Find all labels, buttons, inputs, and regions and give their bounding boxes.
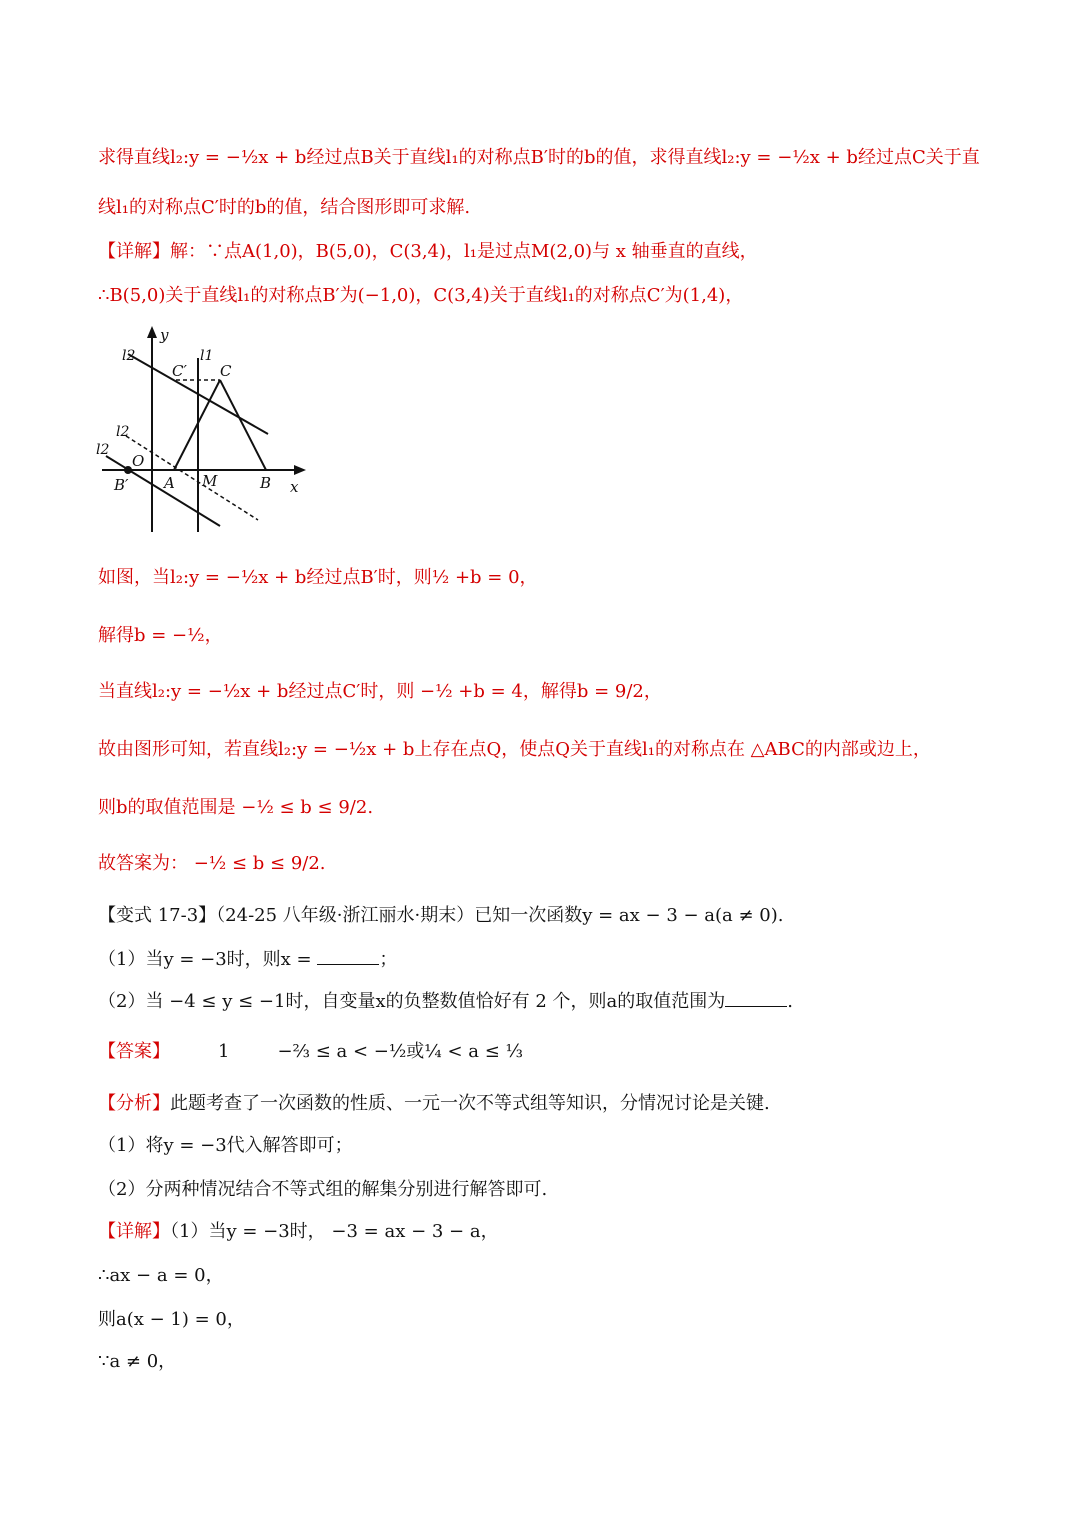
text-line: 则b的取值范围是 −½ ≤ b ≤ 9/2. xyxy=(98,797,374,818)
text-line xyxy=(98,948,1020,972)
point-label-m: M xyxy=(202,472,218,490)
coordinate-figure xyxy=(88,320,318,540)
text-span: 此题考查了一次函数的性质、一元一次不等式组等知识，分情况讨论是关键. xyxy=(170,1093,770,1114)
text-line: 当直线l₂:y = −½x + b经过点C′时，则 −½ +b = 4，解得b = 9/2， xyxy=(98,681,662,702)
text-line xyxy=(98,1220,1020,1244)
section-tag: 【分析】 xyxy=(98,1093,170,1114)
text-span: （1）当y = −3时， −3 = ax − 3 − a， xyxy=(170,1221,499,1242)
text-line: 如图，当l₂:y = −½x + b经过点B′时，则½ +b = 0， xyxy=(98,567,538,588)
text-line xyxy=(98,1040,1020,1064)
text-span: （1）当y = −3时，则x = xyxy=(98,949,312,970)
answer-value: −⅔ ≤ a < −½或¼ < a ≤ ⅓ xyxy=(277,1041,523,1062)
point-label-b: B xyxy=(260,474,272,492)
text-span: ； xyxy=(379,949,398,970)
text-line: ∴ax − a = 0， xyxy=(98,1265,224,1286)
text-line: 则a(x − 1) = 0， xyxy=(98,1309,245,1330)
text-line xyxy=(98,990,1020,1014)
text-line: 故答案为： −½ ≤ b ≤ 9/2. xyxy=(98,853,326,874)
section-tag: 【详解】 xyxy=(98,241,170,262)
line-label-l2: l2 xyxy=(96,442,110,458)
line-label-l1: l1 xyxy=(200,348,214,364)
text-line: 线l₁的对称点C′时的b的值，结合图形即可求解. xyxy=(98,197,471,218)
text-span: . xyxy=(787,991,793,1012)
text-line: 解得b = −½， xyxy=(98,625,223,646)
text-line: ∵a ≠ 0， xyxy=(98,1351,177,1372)
axis-label-x: x xyxy=(290,478,299,496)
line-label-l2: l2 xyxy=(122,348,136,364)
point-label-b-prime: B′ xyxy=(114,476,129,494)
text-line: 故由图形可知，若直线l₂:y = −½x + b上存在点Q，使点Q关于直线l₁的对称点在 △ABC的内部或边上， xyxy=(98,739,931,760)
line-label-l2: l2 xyxy=(116,424,130,440)
answer-value: 1 xyxy=(218,1041,230,1062)
point-label-c: C xyxy=(220,362,232,380)
text-line xyxy=(98,1092,1020,1116)
point-label-c-prime: C′ xyxy=(172,362,187,380)
answer-blank xyxy=(317,948,379,965)
text-span: （2）当 −4 ≤ y ≤ −1时，自变量x的负整数值恰好有 2 个，则a的取值范围为 xyxy=(98,991,726,1012)
text-line: ∴B(5,0)关于直线l₁的对称点B′为(−1,0)，C(3,4)关于直线l₁的对称点C′为(1,4)， xyxy=(98,285,744,306)
text-line: （2）分两种情况结合不等式组的解集分别进行解答即可. xyxy=(98,1179,548,1200)
axis-label-y: y xyxy=(160,326,169,344)
text-line: （1）将y = −3代入解答即可； xyxy=(98,1135,353,1156)
point-label-o: O xyxy=(132,452,145,470)
text-line: 【变式 17-3】（24-25 八年级·浙江丽水·期末）已知一次函数y = ax − 3 − a(a ≠ 0). xyxy=(98,905,784,926)
answer-blank xyxy=(725,990,787,1007)
text-line xyxy=(98,240,1020,264)
text-line: 求得直线l₂:y = −½x + b经过点B关于直线l₁的对称点B′时的b的值，求得直线l₂:y = −½x + b经过点C关于直 xyxy=(98,147,980,168)
point-label-a: A xyxy=(164,474,175,492)
section-tag: 【详解】 xyxy=(98,1221,170,1242)
text-span: 解：∵点A(1,0)，B(5,0)，C(3,4)，l₁是过点M(2,0)与 x 轴垂直的直线， xyxy=(170,241,758,262)
section-tag: 【答案】 xyxy=(98,1041,170,1062)
